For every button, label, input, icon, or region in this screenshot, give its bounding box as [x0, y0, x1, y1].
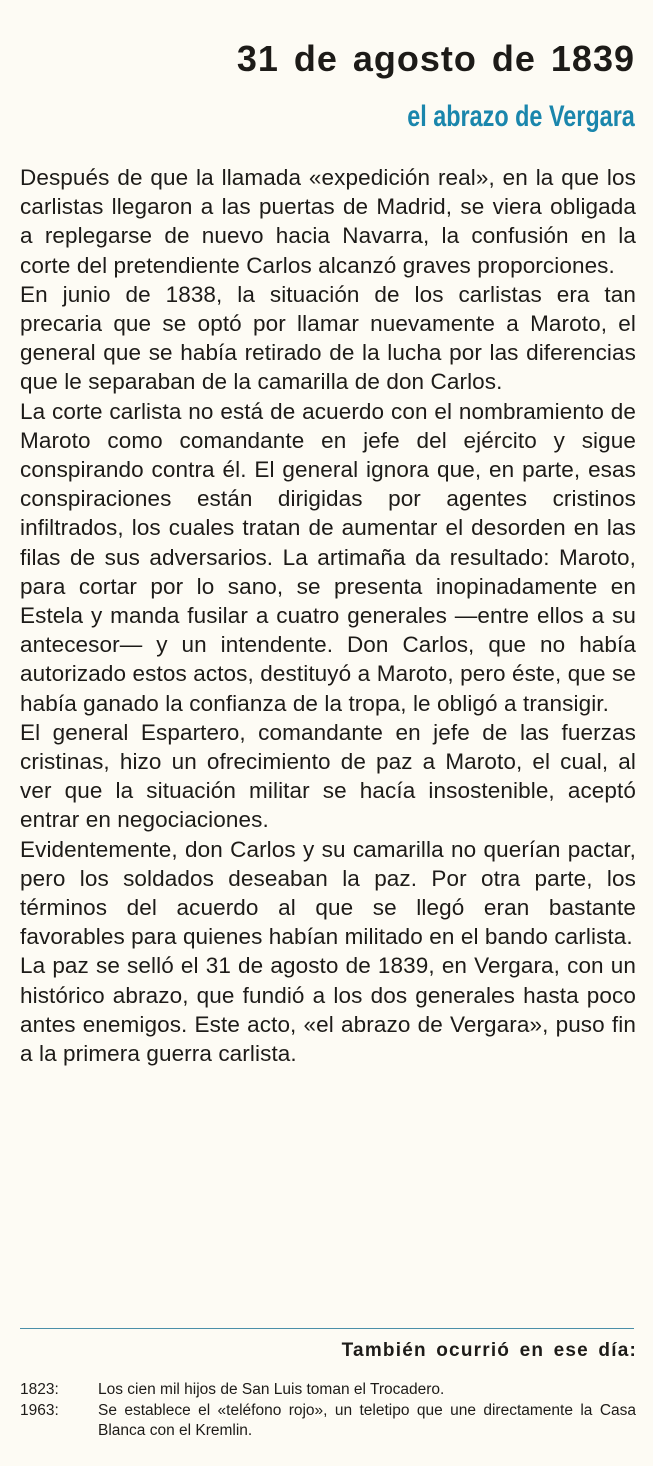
article-paragraph: El general Espartero, comandante en jefe de las fuerzas cristinas, hizo un ofrecimiento de paz a Maroto, el cual, al ver que la situación militar se hacía insostenible, aceptó entrar en negociaciones.	[20, 719, 636, 833]
event-year: 1823:	[20, 1381, 59, 1398]
event-item	[20, 1401, 636, 1441]
article-paragraph: Evidentemente, don Carlos y su camarilla no querían pactar, pero los soldados deseaban la paz. Por otra parte, los términos del acuerdo al que se llegó eran bastante favorables para quienes habían militado en el bando carlista.	[20, 836, 636, 950]
article-paragraph: La corte carlista no está de acuerdo con el nombramiento de Maroto como comandante en jefe del ejército y sigue conspirando contra él. El general ignora que, en parte, esas conspiraciones están dirigidas por agentes cristinos infiltrados, los cuales tratan de aumentar el desorden en las filas de sus adversarios. La artimaña da resultado: Maroto, para cortar por lo sano, se presenta inopinadamente en Estela y manda fusilar a cuatro generales —entre ellos a su antecesor— y un intendente. Don Carlos, que no había autorizado estos actos, destituyó a Maroto, pero éste, que se había ganado la confianza de la tropa, le obligó a transigir.	[20, 398, 636, 716]
event-description: Se establece el «teléfono rojo», un teletipo que une directamente la Casa Blanca con el Kremlin.	[98, 1402, 636, 1439]
article-paragraph: La paz se selló el 31 de agosto de 1839, en Vergara, con un histórico abrazo, que fundió a los dos generales hasta poco antes enemigos. Este acto, «el abrazo de Vergara», puso fin a la primera guerra carlista.	[20, 953, 636, 1067]
events-list	[20, 1380, 636, 1442]
article-paragraph: Después de que la llamada «expedición real», en la que los carlistas llegaron a las puertas de Madrid, se viera obligada a replegarse de nuevo hacia Navarra, la confusión en la corte del pretendiente Carlos alcanzó graves proporciones.	[20, 165, 636, 278]
event-item	[20, 1380, 636, 1400]
page-subtitle: el abrazo de Vergara	[407, 100, 635, 133]
section-divider	[20, 1328, 634, 1329]
article-body	[20, 163, 636, 1068]
event-year: 1963:	[20, 1402, 59, 1419]
article-paragraph: En junio de 1838, la situación de los carlistas era tan precaria que se optó por llamar nuevamente a Maroto, el general que se había retirado de la lucha por las diferencias que le separaban de la camarilla de don Carlos.	[20, 281, 636, 395]
event-description: Los cien mil hijos de San Luis toman el Trocadero.	[98, 1381, 445, 1398]
page-title: 31 de agosto de 1839	[236, 38, 635, 79]
also-on-this-day-heading: También ocurrió en ese día:	[341, 1340, 637, 1361]
